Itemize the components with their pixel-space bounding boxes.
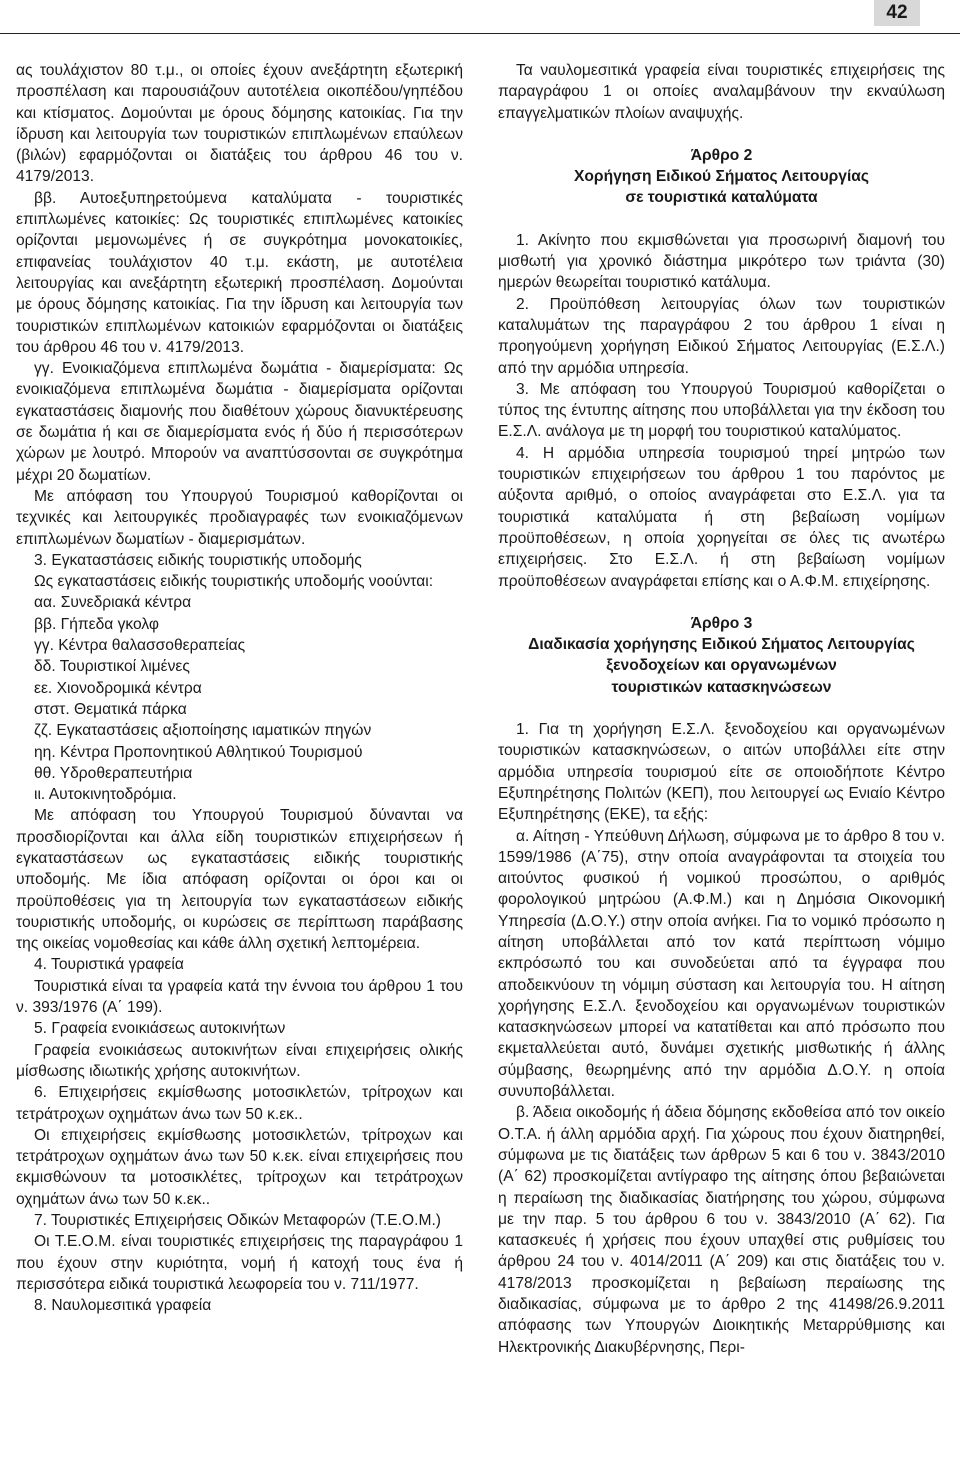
section-5-body: Γραφεία ενοικιάσεως αυτοκινήτων είναι επιχειρήσεις ολικής μίσθωσης ιδιωτικής χρήσης αυτοκινήτων. bbox=[16, 1041, 463, 1080]
list-item: ββ. Γήπεδα γκολφ bbox=[34, 615, 160, 633]
left-paragraph-special-infra: Με απόφαση του Υπουργού Τουρισμού δύνανται να προσδιορίζονται και άλλα είδη τουριστικών επιχειρήσεων ή εγκαταστάσεων ως εγκαταστάσεις ειδικής τουριστικής υποδομής. Με ίδια απόφαση ορίζονται οι όροι και οι προϋποθέσεις για τη λειτουργία των εγκαταστάσεων ειδικής τουριστικής υποδομής, οι κυρώσεις σε περίπτωση παράβασης της οικείας νομοθεσίας και κάθε άλλη σχετική λεπτομέρεια. bbox=[16, 807, 463, 953]
article-2-subtitle-2: σε τουριστικά καταλύματα bbox=[625, 189, 818, 207]
section-3-intro: Ως εγκαταστάσεις ειδικής τουριστικής υποδομής νοούνται: bbox=[34, 573, 434, 591]
list-item: αα. Συνεδριακά κέντρα bbox=[34, 594, 192, 612]
section-6-heading: 6. Επιχειρήσεις εκμίσθωσης μοτοσικλετών, τρίτροχων και τετράτροχων οχημάτων άνω των 50 κ.εκ.. bbox=[16, 1084, 463, 1123]
article-3-subtitle-3: τουριστικών κατασκηνώσεων bbox=[611, 678, 832, 696]
list-item: ηη. Κέντρα Προπονητικού Αθλητικού Τουρισμού bbox=[34, 743, 363, 761]
header-rule bbox=[0, 33, 960, 34]
article-3-subtitle-1: Διαδικασία χορήγησης Ειδικού Σήματος Λειτουργίας bbox=[528, 636, 915, 654]
list-item: εε. Χιονοδρομικά κέντρα bbox=[34, 679, 202, 697]
article-2-paragraph-4: 4. Η αρμόδια υπηρεσία τουρισμού τηρεί μητρώο των τουριστικών επιχειρήσεων του άρθρου 1 του παρόντος με αύξοντα αριθμό, ο οποίος αναγράφεται στο Ε.Σ.Λ. για τα τουριστικά καταλύματα ή στη βεβαίωση νομίμων προϋποθέσεων, η οποία χορηγείται σε όλες τις ανωτέρω επιχειρήσεις. Στο Ε.Σ.Λ. ή στη βεβαίωση νομίμων προϋποθέσεων αναγράφεται επίσης και ο Α.Φ.Μ. επιχείρησης. bbox=[498, 444, 945, 590]
article-2-title: Άρθρο 2 bbox=[690, 146, 753, 164]
left-paragraph-1: ας τουλάχιστον 80 τ.μ., οι οποίες έχουν ανεξάρτητη εξωτερική προσπέλαση και παρουσιάζουν αυτοτέλεια οικοπέδου/γηπέδου και κτίσματος. Δομούνται με όρους δόμησης κατοικίας. Για την ίδρυση και λειτουργία των τουριστικών επιπλωμένων επαύλεων (βιλών) εφαρμόζονται οι διατάξεις του άρθρου 46 του ν. 4179/2013. bbox=[16, 62, 463, 186]
left-column bbox=[16, 60, 463, 1317]
left-paragraph-decision: Με απόφαση του Υπουργού Τουρισμού καθορίζονται οι τεχνικές και λειτουργικές προδιαγραφές των ενοικιαζόμενων επιπλωμένων δωματίων - διαμερισμάτων. bbox=[16, 487, 463, 548]
list-item: γγ. Κέντρα θαλασσοθεραπείας bbox=[34, 637, 246, 655]
article-3-paragraph-a: α. Αίτηση - Υπεύθυνη Δήλωση, σύμφωνα με το άρθρο 8 του ν. 1599/1986 (Α΄75), στην οποία αναγράφονται τα στοιχεία του αιτούντος φυσικού ή νομικού προσώπου, ο αριθμός φορολογικού μητρώου (Α.Φ.Μ.) και η Δημόσια Οικονομική Υπηρεσία (Δ.Ο.Υ.) στην οποία ανήκει. Για το νομικό πρόσωπο η αίτηση υποβάλλεται από τον κατά περίπτωση νόμιμο εκπρόσωπό του και συνοδεύεται από τα έγγραφα που αποδεικνύουν τη νόμιμη σύσταση και λειτουργία του. Η αίτηση χορήγησης Ε.Σ.Λ. ξενοδοχείου και οργανωμένων τουριστικών κατασκηνώσεων μπορεί να κατατίθεται και από πρόσωπο που εκμεταλλεύεται αυτό, δυνάμει σχετικής μισθωτικής ή άλλης σύμβασης, θεωρημένης από την αρμόδια Δ.Ο.Υ. η οποία συνυποβάλλεται. bbox=[498, 827, 945, 1101]
list-item: στστ. Θεματικά πάρκα bbox=[34, 700, 187, 718]
page-number: 42 bbox=[874, 0, 920, 26]
article-3-paragraph-b: β. Άδεια οικοδομής ή άδεια δόμησης εκδοθείσα από τον οικείο Ο.Τ.Α. ή άλλη αρμόδια αρχή. Για χώρους που έχουν διατηρηθεί, σύμφωνα με τις διατάξεις των άρθρων 5 και 6 του ν. 3843/2010 (Α΄ 62) προσκομίζεται αντίγραφο της αίτησης όπου βεβαιώνεται η περαίωση της διαδικασίας διατήρησης του χώρου, σύμφωνα με την παρ. 5 του άρθρου 6 του ν. 3843/2010 (Α΄ 62). Για κατασκευές ή χρήσεις που έχουν υπαχθεί στις ρυθμίσεις του άρθρου 24 του ν. 4014/2011 (Α΄ 209) και στις διατάξεις του ν. 4178/2013 προσκομίζεται η βεβαίωση περαίωσης της διαδικασίας, σύμφωνα με το άρθρο 2 της 41498/26.9.2011 απόφασης των Υπουργών Διοικητικής Μεταρρύθμισης και Ηλεκτρονικής Διακυβέρνησης, Περι- bbox=[498, 1104, 945, 1356]
section-7-heading: 7. Τουριστικές Επιχειρήσεις Οδικών Μεταφορών (Τ.Ε.Ο.Μ.) bbox=[34, 1212, 441, 1230]
section-4-heading: 4. Τουριστικά γραφεία bbox=[34, 956, 184, 974]
article-3-title: Άρθρο 3 bbox=[690, 614, 753, 632]
article-2-paragraph-1: 1. Ακίνητο που εκμισθώνεται για προσωρινή διαμονή του μισθωτή για χρονικό διάστημα μικρότερο των τριάντα (30) ημερών θεωρείται τουριστικό κατάλυμα. bbox=[498, 231, 945, 292]
section-7-body: Οι Τ.Ε.Ο.Μ. είναι τουριστικές επιχειρήσεις της παραγράφου 1 που έχουν στην κυριότητα, νομή ή κατοχή τους ένα ή περισσότερα ειδικά τουριστικά λεωφορεία του ν. 711/1977. bbox=[16, 1233, 463, 1293]
section-5-heading: 5. Γραφεία ενοικιάσεως αυτοκινήτων bbox=[34, 1020, 286, 1038]
right-column bbox=[498, 60, 945, 1358]
list-item: θθ. Υδροθεραπευτήρια bbox=[34, 764, 193, 782]
article-2-paragraph-2: 2. Προϋπόθεση λειτουργίας όλων των τουριστικών καταλυμάτων της παραγράφου 2 του άρθρου 1 είναι η προηγούμενη χορήγηση Ειδικού Σήματος Λειτουργίας (Ε.Σ.Λ.) από την αρμόδια υπηρεσία. bbox=[498, 295, 945, 377]
right-paragraph-1: Τα ναυλομεσιτικά γραφεία είναι τουριστικές επιχειρήσεις της παραγράφου 1 οι οποίες αναλαμβάνουν την εκναύλωση επαγγελματικών πλοίων αναψυχής. bbox=[498, 62, 945, 122]
list-item: δδ. Τουριστικοί λιμένες bbox=[34, 658, 190, 676]
article-3-paragraph-1: 1. Για τη χορήγηση Ε.Σ.Λ. ξενοδοχείου και οργανωμένων τουριστικών κατασκηνώσεων, ο αιτών υποβάλλει είτε στην αρμόδια υπηρεσία τουρισμού είτε σε οποιοδήποτε Κέντρο Εξυπηρέτησης Πολιτών (ΚΕΠ), που λειτουργεί ως Ενιαίο Κέντρο Εξυπηρέτησης (ΕΚΕ), τα εξής: bbox=[498, 721, 945, 824]
section-6-body: Οι επιχειρήσεις εκμίσθωσης μοτοσικλετών, τρίτροχων και τετράτροχων οχημάτων άνω των 50 κ.εκ. είναι επιχειρήσεις που εκμισθώνουν τα μοτοσικλέτες, τρίτροχων και τετράτροχων οχημάτων άνω των 50 κ.εκ.. bbox=[16, 1126, 463, 1208]
section-4-body: Τουριστικά είναι τα γραφεία κατά την έννοια του άρθρου 1 του ν. 393/1976 (Α΄ 199). bbox=[16, 977, 463, 1017]
left-paragraph-gg: γγ. Ενοικιαζόμενα επιπλωμένα δωμάτια - διαμερίσματα: Ως ενοικιαζόμενα επιπλωμένα δωμάτια - διαμερίσματα ορίζονται εγκαταστάσεις διαμονής που διαθέτουν χώρους διανυκτέρευσης σε δωμάτια ή και σε διαμερίσματα ενός ή δύο ή περισσότερων χώρων με λουτρό. Μπορούν να αναπτύσσονται σε συγκρότημα μέχρι 20 δωματίων. bbox=[16, 360, 463, 484]
list-item: ζζ. Εγκαταστάσεις αξιοποίησης ιαματικών πηγών bbox=[34, 722, 372, 740]
section-3-heading: 3. Εγκαταστάσεις ειδικής τουριστικής υποδομής bbox=[34, 551, 362, 569]
section-8-heading: 8. Ναυλομεσιτικά γραφεία bbox=[34, 1297, 212, 1315]
article-2-subtitle-1: Χορήγηση Ειδικού Σήματος Λειτουργίας bbox=[574, 168, 869, 186]
list-item: ιι. Αυτοκινητοδρόμια. bbox=[34, 786, 177, 804]
article-3-subtitle-2: ξενοδοχείων και οργανωμένων bbox=[606, 657, 837, 675]
left-paragraph-bb: ββ. Αυτοεξυπηρετούμενα καταλύματα - τουριστικές επιπλωμένες κατοικίες: Ως τουριστικές επιπλωμένες κατοικίες ορίζονται μεμονωμένες ή σε συγκρότημα μονοκατοικίες, επιφανείας τουλάχιστον 40 τ.μ. εκάστη, με αυτοτέλεια λειτουργίας και ανεξάρτητη εξωτερική προσπέλαση. Δομούνται με όρους δόμησης κατοικίας. Για την ίδρυση και λειτουργία των τουριστικών επιπλωμένων κατοικιών εφαρμόζονται οι διατάξεις του άρθρου 46 του ν. 4179/2013. bbox=[16, 189, 463, 356]
article-2-paragraph-3: 3. Με απόφαση του Υπουργού Τουρισμού καθορίζεται ο τύπος της έντυπης αίτησης που υποβάλλεται για την έκδοση του Ε.Σ.Λ. ανάλογα με τη μορφή του τουριστικού καταλύματος. bbox=[498, 380, 945, 441]
